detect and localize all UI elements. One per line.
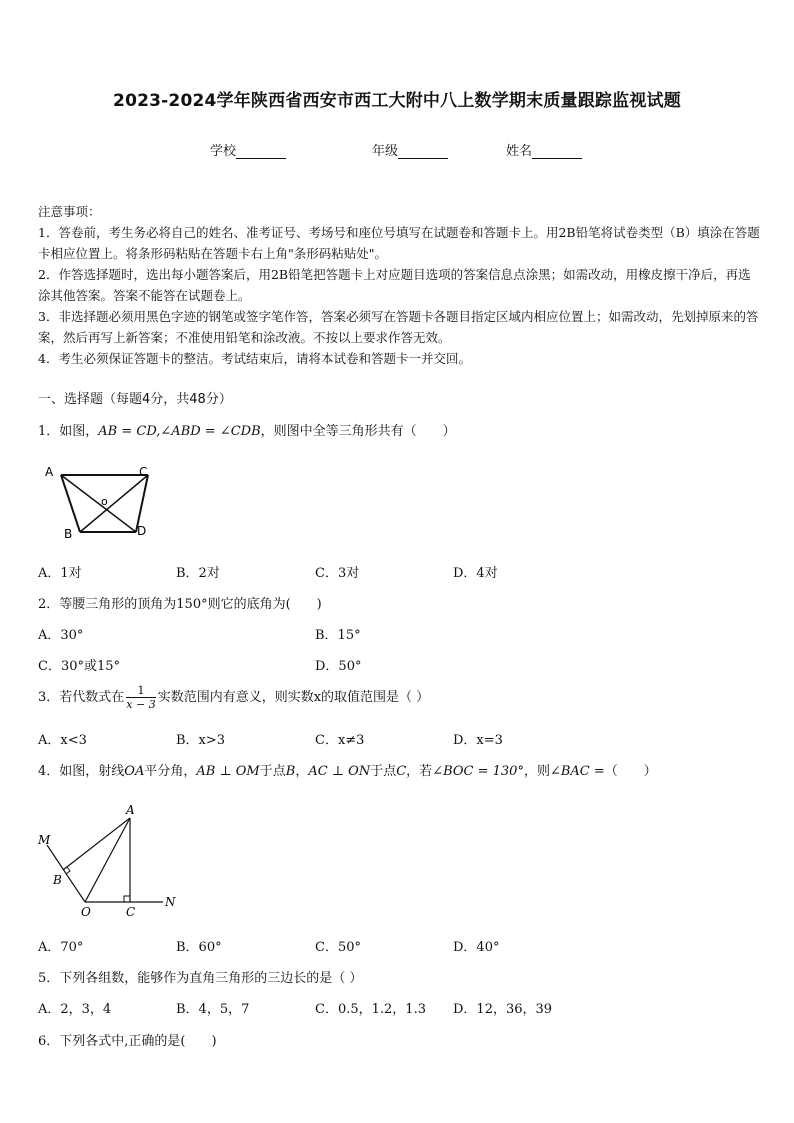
q3-fraction-numerator: 1 — [126, 684, 155, 698]
label-d: D — [137, 524, 147, 538]
q2-option-a[interactable]: A．30° — [38, 628, 84, 643]
segment-ad — [61, 475, 136, 532]
label-n: N — [165, 895, 176, 909]
q4-text: ，若 — [406, 764, 433, 779]
q4-math: B — [285, 764, 296, 779]
right-angle-c — [124, 896, 130, 902]
q4-text: 4．如图，射线 — [38, 764, 125, 779]
label-b: B — [64, 527, 73, 541]
ray-oa — [85, 818, 130, 902]
q3-fraction-denominator: x − 3 — [126, 698, 156, 711]
exam-notes — [38, 201, 762, 369]
label-o: o — [101, 495, 108, 508]
q4-option-b[interactable]: B．60° — [176, 940, 222, 955]
q4-figure — [35, 800, 185, 925]
note-item: 2．作答选择题时，选出每小题答案后，用2B铅笔把答题卡上对应题目选项的答案信息点涂黑；如需改动，用橡皮擦干净后，再选涂其他答案。答案不能答在试题卷上。 — [38, 267, 751, 303]
q5-option-a[interactable]: A．2，3，4 — [38, 1002, 112, 1017]
grade-field — [372, 140, 448, 159]
q5-option-d[interactable]: D．12，36，39 — [453, 1002, 553, 1017]
question-4 — [38, 760, 657, 779]
q1-option-c[interactable]: C．3对 — [315, 566, 360, 581]
q3-option-b[interactable]: B．x>3 — [176, 733, 226, 748]
q2-option-d[interactable]: D．50° — [315, 659, 362, 674]
label-a: A — [45, 465, 54, 479]
name-blank — [532, 144, 582, 159]
q4-math: ∠BAC = — [549, 764, 605, 779]
grade-label: 年级 — [372, 144, 399, 159]
q1-math: AB = CD,∠ABD = ∠CDB — [98, 424, 261, 439]
q4-option-c[interactable]: C．50° — [315, 940, 361, 955]
q1-option-a[interactable]: A．1对 — [38, 566, 82, 581]
note-item: 4．考生必须保证答题卡的整洁。考试结束后，请将本试卷和答题卡一并交回。 — [38, 351, 471, 366]
q4-text: 于点 — [370, 764, 397, 779]
question-3 — [38, 684, 429, 711]
question-1 — [38, 420, 456, 439]
q3-option-d[interactable]: D．x=3 — [453, 733, 503, 748]
q1-option-b[interactable]: B．2对 — [176, 566, 220, 581]
note-item: 3．非选择题必须用黑色字迹的钢笔或签字笔作答，答案必须写在答题卡各题目指定区域内相应位置上；如需改动，先划掉原来的答案，然后再写上新答案；不准使用铅笔和涂改液。不按以上要求作答无效。 — [38, 309, 759, 345]
q3-option-c[interactable]: C．x≠3 — [315, 733, 365, 748]
q1-suffix: ，则图中全等三角形共有（ ） — [260, 424, 456, 439]
q3-fraction — [126, 684, 155, 711]
segment-ab — [63, 818, 130, 870]
q2-option-c[interactable]: C．30°或15° — [38, 659, 121, 674]
q1-prefix: 1．如图， — [38, 424, 99, 439]
q1-option-d[interactable]: D．4对 — [453, 566, 498, 581]
q4-option-d[interactable]: D．40° — [453, 940, 500, 955]
note-item: 1．答卷前，考生务必将自己的姓名、准考证号、考场号和座位号填写在试题卷和答题卡上。用2B铅笔将试卷类型（B）填涂在答题卡相应位置上。将条形码粘贴在答题卡右上角"条形码粘贴处"。 — [38, 225, 760, 261]
label-m: M — [38, 833, 51, 847]
grade-blank — [398, 144, 448, 159]
q4-math: C — [396, 764, 407, 779]
notes-heading: 注意事项： — [38, 204, 101, 219]
q4-math: OA — [124, 764, 145, 779]
q4-text: （ ） — [604, 764, 657, 779]
q4-math: AB ⊥ OM — [196, 764, 260, 779]
q5-option-b[interactable]: B．4，5，7 — [176, 1002, 250, 1017]
label-b: B — [53, 873, 62, 887]
q3-prefix: 3．若代数式在 — [38, 690, 125, 705]
school-label: 学校 — [210, 144, 237, 159]
right-angle-b — [66, 867, 70, 874]
label-a: A — [126, 803, 135, 817]
q4-option-a[interactable]: A．70° — [38, 940, 84, 955]
name-field — [506, 140, 582, 159]
q4-text: 于点 — [259, 764, 286, 779]
q4-math: ∠BOC = 130° — [432, 764, 524, 779]
q1-figure — [38, 460, 168, 550]
school-field — [210, 140, 286, 159]
q3-option-a[interactable]: A．x<3 — [38, 733, 87, 748]
q5-option-c[interactable]: C．0.5，1.2，1.3 — [315, 1002, 426, 1017]
q4-math: AC ⊥ ON — [308, 764, 371, 779]
q4-text: ， — [295, 764, 309, 779]
label-c: C — [126, 905, 136, 919]
segment-ab — [61, 475, 80, 532]
q4-text: 平分角， — [144, 764, 197, 779]
q2-option-b[interactable]: B．15° — [315, 628, 361, 643]
label-c: C — [139, 465, 148, 479]
school-blank — [236, 144, 286, 159]
label-o: O — [81, 905, 91, 919]
question-5: 5．下列各组数，能够作为直角三角形的三边长的是（ ） — [38, 971, 363, 986]
q3-suffix: 实数范围内有意义，则实数x的取值范围是（ ） — [157, 690, 430, 705]
question-6: 6．下列各式中,正确的是( ) — [38, 1034, 217, 1049]
section-heading: 一、选择题（每题4分，共48分） — [38, 392, 232, 407]
q4-text: ，则 — [523, 764, 550, 779]
name-label: 姓名 — [506, 144, 533, 159]
page-title: 2023-2024学年陕西省西安市西工大附中八上数学期末质量跟踪监视试题 — [113, 91, 681, 111]
question-2: 2．等腰三角形的顶角为150°则它的底角为( ) — [38, 597, 322, 612]
